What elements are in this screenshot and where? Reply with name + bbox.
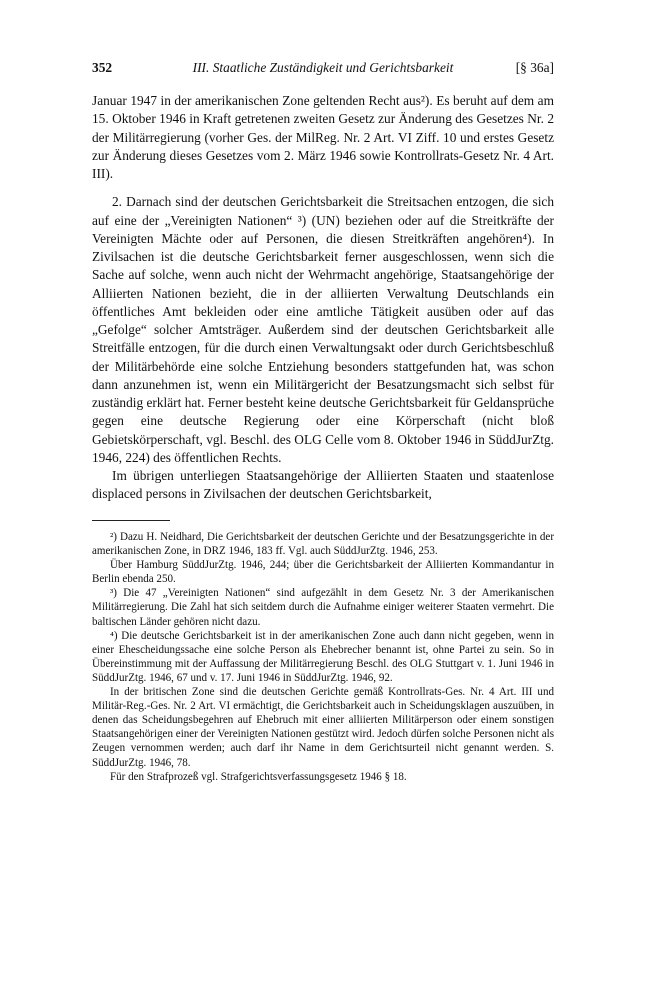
running-title: III. Staatliche Zuständigkeit und Gerichtsbarkeit	[192, 60, 454, 75]
footnote-3: ³) Die 47 „Vereinigten Nationen“ sind aufgezählt in dem Gesetz Nr. 3 der Amerikanischen Militärregierung. Die Zahl hat sich seitdem durch die Aufnahme einiger weiterer Staaten vermehrt. Die baltischen Länder gehören nicht dazu.	[92, 587, 554, 628]
footnote-2: ²) Dazu H. Neidhard, Die Gerichtsbarkeit der deutschen Gerichte und der Besatzungsgerichte in der amerikanischen Zone, in DRZ 1946, 183 ff. Vgl. auch SüddJurZtg. 1946, 253.	[92, 531, 554, 558]
paragraph-3: Im übrigen unterliegen Staatsangehörige der Alliierten Staaten und staatenlose displaced persons in Zivilsachen der deutschen Gerichtsbarkeit,	[92, 468, 554, 502]
page-number: 352	[92, 60, 113, 75]
paragraph-2: 2. Darnach sind der deutschen Gerichtsbarkeit die Streitsachen entzogen, die sich auf eine der „Vereinigten Nationen“ ³) (UN) beziehen oder auf die Streitkräfte der Vereinigten Mächte oder auf Personen, die diesen Streitkräften angehören⁴). In Zivilsachen ist die deutsche Gerichtsbarkeit ferner ausgeschlossen, wenn sich die Sache auf solche, wenn auch nicht der Wehrmacht angehörige, Staatsangehörige der Alliierten Nationen bezieht, die in der alliierten Verwaltung Deutschlands ein öffentliches Amt bekleiden oder eine amtliche Tätigkeit ausüben oder auf das „Gefolge“ solcher Amtsträger. Außerdem sind der deutschen Gerichtsbarkeit alle Streitfälle entzogen, für die durch einen Verwaltungsakt oder durch Gerichtsbeschluß der Militärbehörde eine solche Entziehung besonders stattgefunden hat, was schon dann anzunehmen ist, wenn ein Militärgericht der Besatzungsmacht sich selbst für zuständig erklärt hat. Ferner besteht keine deutsche Gerichtsbarkeit für Geldansprüche gegen eine deutsche Regierung oder eine Körperschaft (nicht bloß Gebietskörperschaft, vgl. Beschl. des OLG Celle vom 8. Oktober 1946 in SüddJurZtg. 1946, 224) des öffentlichen Rechts.	[92, 194, 554, 465]
footnotes	[92, 530, 554, 784]
footnote-4-british-zone: In der britischen Zone sind die deutschen Gerichte gemäß Kontrollrats-Ges. Nr. 4 Art. III und Militär-Reg.-Ges. Nr. 2 Art. VI ermächtigt, die Gerichtsbarkeit auch in Scheidungsklagen auszuüben, in denen das Scheidungsbegehren auf Ehebruch mit einer alliierten Militärperson oder einem sonstigen Staatsangehörigen einer der Vereinigten Nationen gestützt wird. Jedoch dürfen solche Personen nicht als Zeugen vernommen werden; auch darf ihr Name in dem Gerichtsurteil nicht genannt werden. S. SüddJurZtg. 1946, 78.	[92, 686, 554, 769]
paragraph-continuation: Januar 1947 in der amerikanischen Zone geltenden Recht aus²). Es beruht auf dem am 15. Oktober 1946 in Kraft getretenen zweiten Gesetz zur Änderung des Gesetzes Nr. 2 der Militärregierung (vorher Ges. der MilReg. Nr. 2 Art. VI Ziff. 10 und erstes Gesetz zur Änderung dieses Gesetzes vom 2. März 1946 sowie Kontrollrats-Gesetz Nr. 4 Art. III).	[92, 93, 554, 181]
body-text	[92, 92, 554, 504]
footnote-2-continued: Über Hamburg SüddJurZtg. 1946, 244; über die Gerichtsbarkeit der Alliierten Kommandantur in Berlin ebenda 250.	[92, 559, 554, 586]
section-label: [§ 36a]	[515, 60, 554, 75]
footnote-4-criminal: Für den Strafprozeß vgl. Strafgerichtsverfassungsgesetz 1946 § 18.	[110, 770, 407, 783]
footnote-4: ⁴) Die deutsche Gerichtsbarkeit ist in der amerikanischen Zone auch dann nicht gegeben, wenn in einer Ehescheidungssache eine solche Person als Ehebrecher benannt ist, ohne Partei zu sein. So in Übereinstimmung mit der Auffassung der Militärregierung Beschl. des OLG Stuttgart v. 1. Juni 1946 in SüddJurZtg. 1946, 67 und v. 17. Juni 1946 in SüddJurZtg. 1946, 92.	[92, 629, 554, 684]
page-header	[92, 60, 554, 80]
footnote-divider	[92, 520, 170, 521]
